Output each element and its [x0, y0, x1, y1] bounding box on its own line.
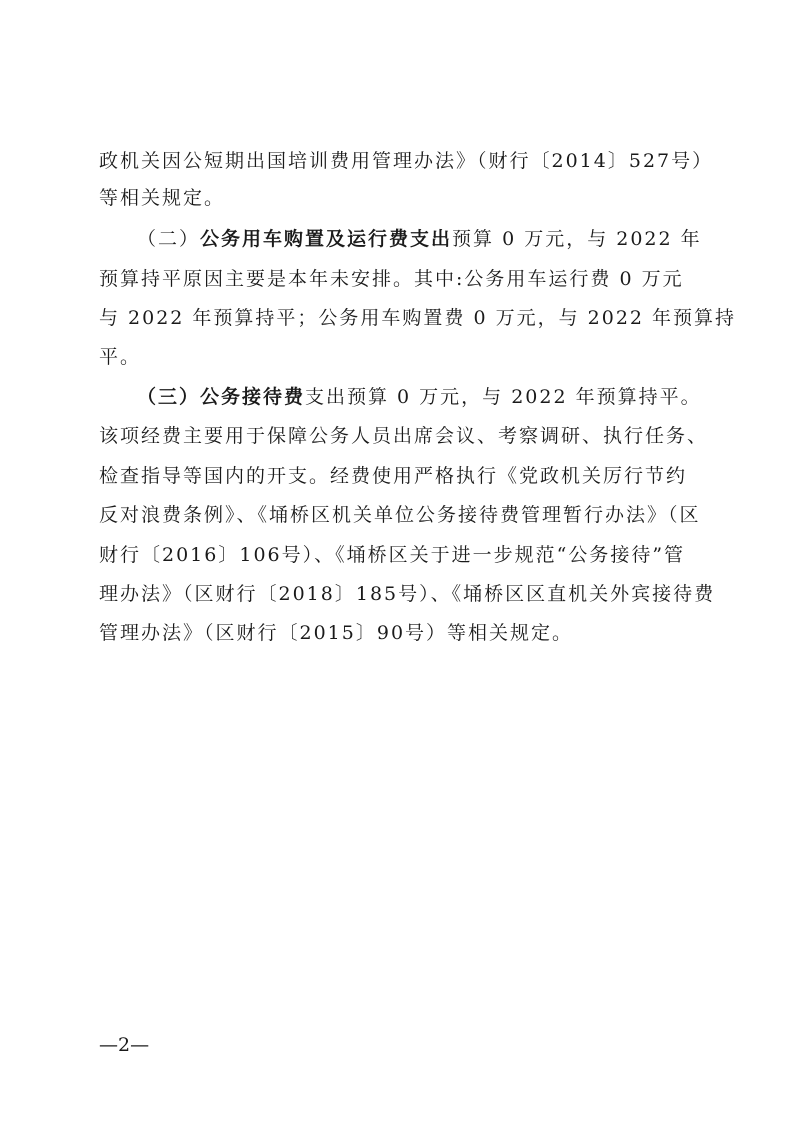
body-line: 管理办法》（区财行〔2015〕90号）等相关规定。	[99, 622, 574, 644]
section-title-bold: （三）公务接待费	[137, 386, 306, 408]
section-text: 预算 0 万元，与 2022 年	[452, 228, 702, 250]
body-line: 预算持平原因主要是本年未安排。其中:公务用车运行费 0 万元	[99, 268, 684, 290]
body-line: 与 2022 年预算持平；公务用车购置费 0 万元，与 2022 年预算持	[99, 307, 737, 329]
body-line: 理办法》（区财行〔2018〕185号）、《埇桥区区直机关外宾接待费	[99, 583, 716, 605]
body-line: 等相关规定。	[99, 187, 226, 209]
body-line: 该项经费主要用于保障公务人员出席会议、考察调研、执行任务、	[99, 425, 709, 447]
section-number: （二）	[137, 228, 201, 250]
body-line: 政机关因公短期出国培训费用管理办法》（财行〔2014〕527号）	[99, 150, 714, 172]
body-line: 财行〔2016〕106号）、《埇桥区关于进一步规范“公务接待”管	[99, 544, 686, 566]
section-title-bold: 公务用车购置及运行费支出	[200, 228, 453, 250]
body-line: 反对浪费条例》、《埇桥区机关单位公务接待费管理暂行办法》（区	[99, 504, 701, 526]
body-line: 检查指导等国内的开支。经费使用严格执行《党政机关厉行节约	[99, 465, 688, 487]
section-heading-vehicle	[137, 226, 737, 252]
section-text: 支出预算 0 万元，与 2022 年预算持平。	[305, 386, 702, 408]
section-heading-reception	[137, 384, 737, 410]
body-line: 平。	[99, 346, 142, 368]
page-number: —2—	[99, 1034, 150, 1056]
